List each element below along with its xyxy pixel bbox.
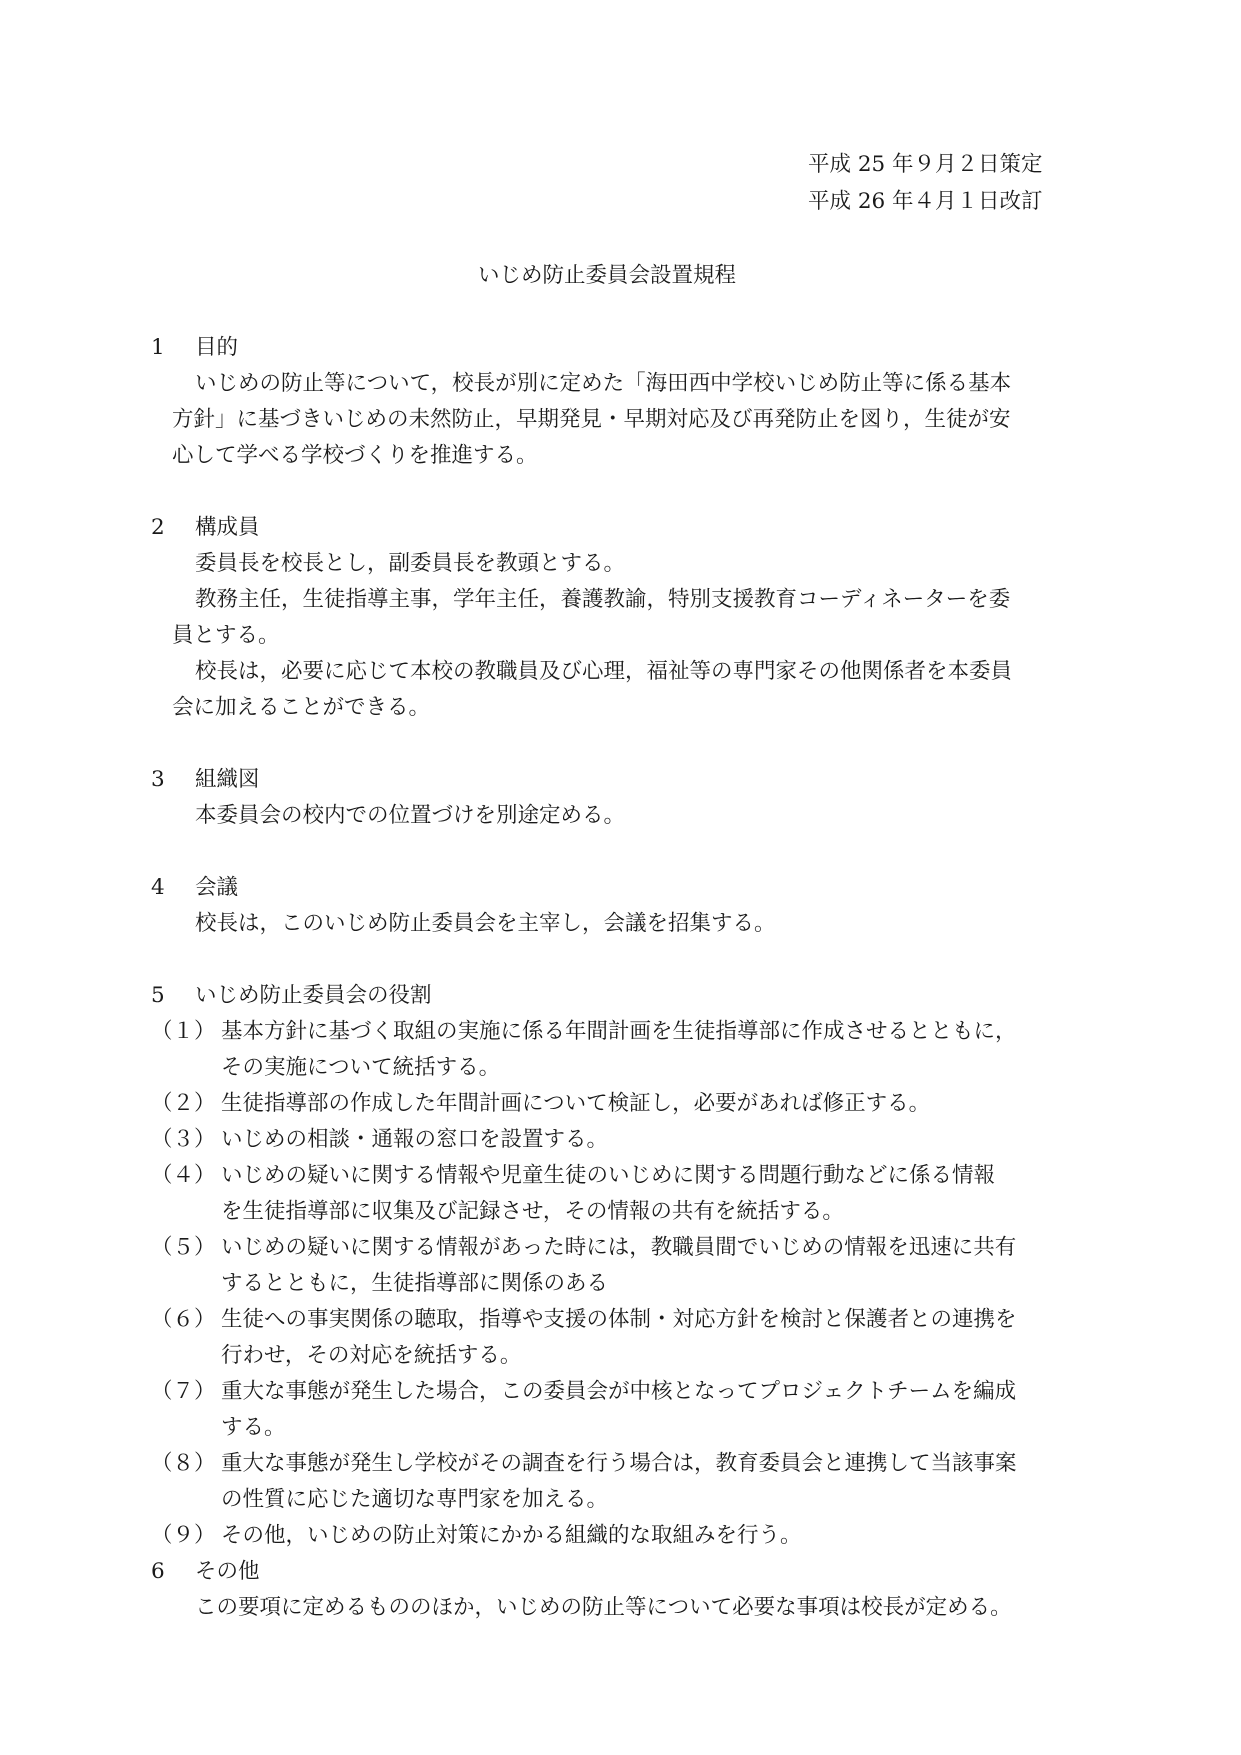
item-text: いじめの疑いに関する情報や児童生徒のいじめに関する問題行動などに係る情報 [221, 1163, 996, 1188]
section-text-line: 委員長を校長とし，副委員長を教頭とする。 [195, 551, 626, 576]
section-text-line: いじめの防止等について，校長が別に定めた「海田西中学校いじめ防止等に係る基本 [195, 371, 1012, 396]
section-title: 会議 [195, 875, 239, 900]
section-heading [151, 981, 432, 1011]
document-title: いじめ防止委員会設置規程 [478, 263, 737, 288]
role-item [151, 1125, 608, 1155]
item-text-line: するとともに，生徒指導部に関係のある [221, 1271, 609, 1296]
section-text-line: 員とする。 [172, 623, 280, 648]
role-item [151, 1089, 930, 1119]
section-text-line: 会に加えることができる。 [172, 695, 431, 720]
role-item [151, 1161, 995, 1191]
item-text: いじめの相談・通報の窓口を設置する。 [221, 1127, 609, 1152]
item-text: その他，いじめの防止対策にかかる組織的な取組みを行う。 [221, 1523, 802, 1548]
item-label: （１） [151, 1019, 216, 1044]
item-text: いじめの疑いに関する情報があった時には，教職員間でいじめの情報を迅速に共有 [221, 1235, 1017, 1260]
section-text-line: 心して学べる学校づくりを推進する。 [172, 443, 538, 468]
item-text: 重大な事態が発生した場合，この委員会が中核となってプロジェクトチームを編成 [221, 1379, 1017, 1404]
section-heading [151, 765, 260, 795]
section-number: 2 [151, 515, 165, 540]
section-title: 目的 [195, 335, 239, 360]
section-text-line: 校長は，このいじめ防止委員会を主宰し，会議を招集する。 [195, 911, 776, 936]
role-item [151, 1017, 1017, 1047]
item-text-line: の性質に応じた適切な専門家を加える。 [221, 1487, 609, 1512]
item-text: 重大な事態が発生し学校がその調査を行う場合は，教育委員会と連携して当該事案 [221, 1451, 1017, 1476]
section-title: 組織図 [195, 767, 260, 792]
section-title: その他 [195, 1559, 260, 1584]
item-label: （４） [151, 1163, 216, 1188]
section-text-line: この要項に定めるもののほか，いじめの防止等について必要な事項は校長が定める。 [195, 1595, 1012, 1620]
item-label: （３） [151, 1127, 216, 1152]
item-text: 生徒指導部の作成した年間計画について検証し，必要があれば修正する。 [221, 1091, 931, 1116]
section-heading [151, 513, 260, 543]
item-label: （７） [151, 1379, 216, 1404]
section-text-line: 方針」に基づきいじめの未然防止，早期発見・早期対応及び再発防止を図り，生徒が安 [172, 407, 1011, 432]
item-label: （５） [151, 1235, 216, 1260]
section-number: 1 [151, 335, 165, 360]
role-item [151, 1377, 1016, 1407]
revised-date: 平成 26 年４月１日改訂 [808, 189, 1043, 214]
role-item [151, 1521, 802, 1551]
item-text-line: を生徒指導部に収集及び記録させ，その情報の共有を統括する。 [221, 1199, 844, 1224]
section-heading [151, 1557, 260, 1587]
section-number: 6 [151, 1559, 165, 1584]
section-heading [151, 333, 238, 363]
item-text: 基本方針に基づく取組の実施に係る年間計画を生徒指導部に作成させるとともに， [221, 1019, 1017, 1044]
section-heading [151, 873, 238, 903]
item-label: （２） [151, 1091, 216, 1116]
item-text: 生徒への事実関係の聴取，指導や支援の体制・対応方針を検討と保護者との連携を [221, 1307, 1017, 1332]
section-text-line: 校長は，必要に応じて本校の教職員及び心理，福祉等の専門家その他関係者を本委員 [195, 659, 1013, 684]
enacted-date: 平成 25 年９月２日策定 [808, 152, 1043, 177]
item-label: （８） [151, 1451, 216, 1476]
item-text-line: する。 [221, 1415, 286, 1440]
section-title: 構成員 [195, 515, 260, 540]
section-number: 4 [151, 875, 165, 900]
section-number: 5 [151, 983, 165, 1008]
section-text-line: 教務主任，生徒指導主事，学年主任，養護教諭，特別支援教育コーディネーターを委 [195, 587, 1011, 612]
item-label: （６） [151, 1307, 216, 1332]
role-item [151, 1449, 1017, 1479]
item-text-line: その実施について統括する。 [221, 1055, 501, 1080]
item-text-line: 行わせ，その対応を統括する。 [221, 1343, 522, 1368]
role-item [151, 1305, 1017, 1335]
role-item [151, 1233, 1016, 1263]
item-label: （９） [151, 1523, 216, 1548]
section-title: いじめ防止委員会の役割 [195, 983, 432, 1008]
section-text-line: 本委員会の校内での位置づけを別途定める。 [195, 803, 626, 828]
section-number: 3 [151, 767, 165, 792]
